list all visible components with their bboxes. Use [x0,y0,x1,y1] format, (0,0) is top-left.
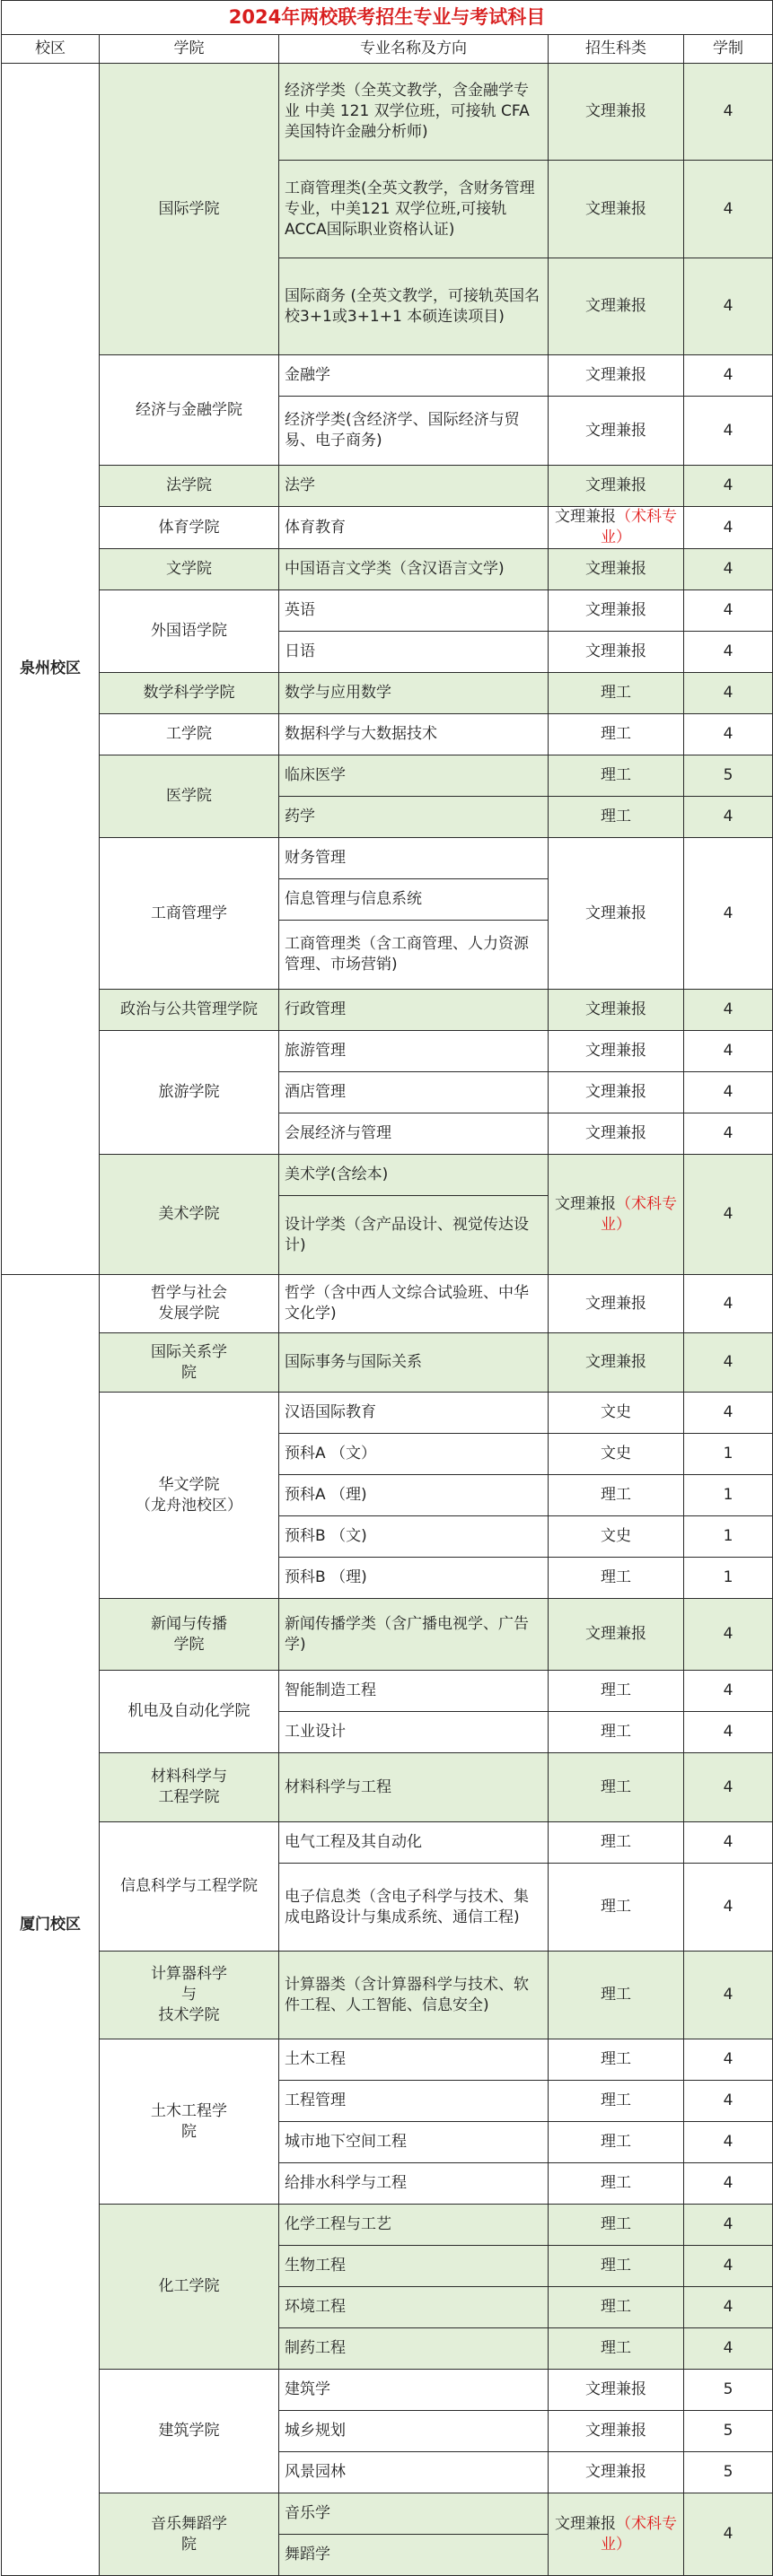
table-row [2,1822,773,1864]
subject-text: 文理兼报 [585,1353,646,1371]
major-cell: 电子信息类（含电子科学与技术、集成电路设计与集成系统、通信工程) [279,1864,549,1952]
table-title: 2024年两校联考招生专业与考试科目 [2,1,773,35]
college-cell: 外国语学院 [100,590,279,673]
major-cell: 中国语言文学类（含汉语言文学) [279,549,549,590]
major-cell: 国际商务 (全英文教学，可接轨英国名校3+1或3+1+1 本硕连读项目) [279,258,549,355]
years-cell: 4 [684,161,773,258]
header-years: 学制 [684,35,773,64]
subject-text: 文理兼报 [585,2463,646,2481]
subject-cell [549,1671,684,1712]
subject-cell [549,2370,684,2411]
subject-text: 文理兼报 [555,1194,616,1213]
major-cell: 城市地下空间工程 [279,2122,549,2163]
subject-cell [549,507,684,549]
years-cell: 4 [684,714,773,755]
college-cell: 体育学院 [100,507,279,549]
subject-cell [549,714,684,755]
college-cell: 信息科学与工程学院 [100,1822,279,1952]
subject-text: 理工 [601,1898,631,1916]
years-cell: 4 [684,2039,773,2081]
major-cell: 生物工程 [279,2246,549,2287]
years-cell: 4 [684,2081,773,2122]
subject-note: （术科专业） [601,508,677,546]
major-cell: 财务管理 [279,838,549,879]
major-cell: 智能制造工程 [279,1671,549,1712]
major-cell: 新闻传播学类（含广播电视学、广告学) [279,1599,549,1671]
header-campus: 校区 [2,35,100,64]
subject-text: 理工 [601,2339,631,2357]
major-cell: 工商管理类(全英文教学，含财务管理专业，中美121 双学位班,可接轨 ACCA国际职业资格认证) [279,161,549,258]
major-cell: 预科A （文） [279,1434,549,1475]
years-cell: 4 [684,1599,773,1671]
subject-cell [549,2163,684,2205]
years-cell: 4 [684,838,773,990]
subject-cell [549,1113,684,1155]
years-cell: 4 [684,2328,773,2370]
major-cell: 数学与应用数学 [279,673,549,714]
college-cell: 材料科学与 工程学院 [100,1753,279,1822]
years-cell: 4 [684,355,773,397]
subject-text: 理工 [601,2298,631,2316]
subject-cell [549,1864,684,1952]
years-cell: 4 [684,466,773,507]
college-cell: 法学院 [100,466,279,507]
header-college: 学院 [100,35,279,64]
years-cell: 4 [684,990,773,1031]
table-row [2,1952,773,2039]
subject-text: 文理兼报 [585,2380,646,2398]
subject-text: 理工 [601,2091,631,2109]
header-subject: 招生科类 [549,35,684,64]
subject-cell [549,64,684,161]
years-cell: 4 [684,507,773,549]
subject-text: 文理兼报 [585,2422,646,2440]
subject-text: 理工 [601,2257,631,2275]
years-cell: 4 [684,1952,773,2039]
subject-text: 文理兼报 [585,904,646,922]
subject-cell [549,2493,684,2576]
years-cell: 4 [684,1864,773,1952]
major-cell: 法学 [279,466,549,507]
major-cell: 药学 [279,797,549,838]
table-row [2,590,773,632]
subject-cell [549,2452,684,2493]
subject-text: 理工 [601,725,631,743]
subject-cell [549,1516,684,1558]
years-cell: 4 [684,1275,773,1333]
subject-cell [549,2122,684,2163]
years-cell: 4 [684,1031,773,1072]
years-cell: 4 [684,1753,773,1822]
years-cell: 4 [684,2122,773,2163]
major-cell: 经济学类(含经济学、国际经济与贸易、电子商务) [279,397,549,466]
table-row [2,1599,773,1671]
major-cell: 预科B （文) [279,1516,549,1558]
years-cell: 4 [684,1671,773,1712]
college-cell: 哲学与社会 发展学院 [100,1275,279,1333]
years-cell: 4 [684,2163,773,2205]
major-cell: 日语 [279,632,549,673]
subject-cell [549,1155,684,1275]
subject-cell [549,2287,684,2328]
major-cell: 酒店管理 [279,1072,549,1113]
subject-cell [549,1599,684,1671]
major-cell: 旅游管理 [279,1031,549,1072]
subject-text: 文理兼报 [585,421,646,440]
subject-text: 理工 [601,2050,631,2068]
subject-text: 文史 [601,1445,631,1463]
major-cell: 临床医学 [279,755,549,797]
header-major: 专业名称及方向 [279,35,549,64]
table-row [2,714,773,755]
table-row [2,1031,773,1072]
table-row [2,507,773,549]
subject-text: 文理兼报 [585,1042,646,1060]
table-row [2,64,773,161]
subject-text: 理工 [601,1833,631,1851]
major-cell: 金融学 [279,355,549,397]
major-cell: 预科A （理) [279,1475,549,1516]
years-cell: 4 [684,590,773,632]
subject-cell [549,1558,684,1599]
subject-cell [549,2081,684,2122]
subject-cell [549,1393,684,1434]
major-cell: 体育教育 [279,507,549,549]
subject-cell [549,1753,684,1822]
subject-cell [549,1275,684,1333]
table-row [2,1333,773,1393]
years-cell: 5 [684,2411,773,2452]
campus-cell: 泉州校区 [2,64,100,1275]
years-cell: 4 [684,1712,773,1753]
major-cell: 工商管理类（含工商管理、人力资源管理、市场营销) [279,921,549,990]
years-cell: 4 [684,1155,773,1275]
subject-text: 理工 [601,1777,631,1796]
table-row [2,2370,773,2411]
table-body [2,64,773,2576]
subject-cell [549,161,684,258]
subject-cell [549,990,684,1031]
table-row [2,1671,773,1712]
major-cell: 工业设计 [279,1712,549,1753]
subject-cell [549,673,684,714]
subject-text: 文理兼报 [585,642,646,660]
table-row [2,755,773,797]
college-cell: 工商管理学 [100,838,279,990]
subject-text: 文理兼报 [585,297,646,315]
college-cell: 经济与金融学院 [100,355,279,466]
major-cell: 化学工程与工艺 [279,2205,549,2246]
subject-cell [549,838,684,990]
major-cell: 英语 [279,590,549,632]
major-cell: 会展经济与管理 [279,1113,549,1155]
college-cell: 国际关系学 院 [100,1333,279,1393]
subject-cell [549,1031,684,1072]
years-cell: 4 [684,258,773,355]
subject-text: 文史 [601,1403,631,1421]
years-cell: 5 [684,2452,773,2493]
college-cell: 计算器科学 与 技术学院 [100,1952,279,2039]
subject-cell [549,397,684,466]
years-cell: 4 [684,673,773,714]
subject-text: 文史 [601,1527,631,1545]
years-cell: 4 [684,2205,773,2246]
major-cell: 国际事务与国际关系 [279,1333,549,1393]
college-cell: 建筑学院 [100,2370,279,2493]
subject-text: 理工 [601,2133,631,2151]
years-cell: 4 [684,1822,773,1864]
subject-cell [549,2328,684,2370]
major-cell: 音乐学 [279,2493,549,2535]
years-cell: 4 [684,1393,773,1434]
college-cell: 华文学院 （龙舟池校区） [100,1393,279,1599]
years-cell: 4 [684,549,773,590]
subject-text: 理工 [601,2174,631,2192]
subject-cell [549,1952,684,2039]
table-row [2,2039,773,2081]
subject-cell [549,632,684,673]
table-row [2,466,773,507]
years-cell: 4 [684,2246,773,2287]
major-cell: 建筑学 [279,2370,549,2411]
subject-text: 理工 [601,684,631,702]
major-cell: 预科B （理) [279,1558,549,1599]
table-row [2,2493,773,2535]
years-cell: 5 [684,2370,773,2411]
years-cell: 4 [684,1333,773,1393]
table-row [2,1393,773,1434]
subject-text: 理工 [601,1723,631,1741]
subject-text: 文理兼报 [555,2514,616,2533]
college-cell: 机电及自动化学院 [100,1671,279,1753]
table-row [2,990,773,1031]
subject-text: 文理兼报 [585,1625,646,1643]
years-cell: 4 [684,797,773,838]
table-row [2,355,773,397]
college-cell: 新闻与传播 学院 [100,1599,279,1671]
college-cell: 音乐舞蹈学 院 [100,2493,279,2576]
college-cell: 文学院 [100,549,279,590]
major-cell: 美术学(含绘本) [279,1155,549,1196]
subject-cell [549,590,684,632]
major-cell: 舞蹈学 [279,2535,549,2576]
major-cell: 工程管理 [279,2081,549,2122]
subject-text: 文理兼报 [585,1294,646,1313]
major-cell: 计算器类（含计算器科学与技术、软件工程、人工智能、信息安全) [279,1952,549,2039]
subject-cell [549,1475,684,1516]
subject-cell [549,2246,684,2287]
years-cell: 4 [684,632,773,673]
subject-cell [549,1434,684,1475]
subject-cell [549,258,684,355]
subject-note: （术科专业） [601,2514,677,2554]
subject-cell [549,2411,684,2452]
major-cell: 风景园林 [279,2452,549,2493]
subject-text: 文理兼报 [585,476,646,494]
table-row [2,1753,773,1822]
years-cell: 4 [684,397,773,466]
college-cell: 医学院 [100,755,279,838]
subject-cell [549,1333,684,1393]
years-cell: 4 [684,1072,773,1113]
major-cell: 给排水科学与工程 [279,2163,549,2205]
campus-cell: 厦门校区 [2,1275,100,2576]
table-row [2,1275,773,1333]
major-cell: 电气工程及其自动化 [279,1822,549,1864]
college-cell: 国际学院 [100,64,279,355]
subject-text: 文理兼报 [585,601,646,619]
college-cell: 工学院 [100,714,279,755]
years-cell: 1 [684,1434,773,1475]
subject-note: （术科专业） [601,1194,677,1234]
college-cell: 土木工程学 院 [100,2039,279,2205]
college-cell: 政治与公共管理学院 [100,990,279,1031]
subject-text: 文理兼报 [585,1124,646,1142]
major-cell: 城乡规划 [279,2411,549,2452]
subject-text: 文理兼报 [555,508,616,526]
subject-text: 理工 [601,1568,631,1586]
major-cell: 土木工程 [279,2039,549,2081]
subject-cell [549,549,684,590]
subject-cell [549,755,684,797]
table-row [2,549,773,590]
admission-table [1,0,773,2576]
years-cell: 4 [684,2287,773,2328]
subject-text: 文理兼报 [585,1000,646,1018]
college-cell: 化工学院 [100,2205,279,2370]
major-cell: 环境工程 [279,2287,549,2328]
college-cell: 数学科学学院 [100,673,279,714]
table-row [2,838,773,879]
years-cell: 1 [684,1516,773,1558]
major-cell: 汉语国际教育 [279,1393,549,1434]
subject-text: 文理兼报 [585,1083,646,1101]
major-cell: 制药工程 [279,2328,549,2370]
subject-text: 文理兼报 [585,199,646,218]
major-cell: 行政管理 [279,990,549,1031]
table-row [2,1155,773,1196]
subject-text: 文理兼报 [585,366,646,384]
years-cell: 4 [684,1113,773,1155]
table-row [2,673,773,714]
major-cell: 数据科学与大数据技术 [279,714,549,755]
major-cell: 材料科学与工程 [279,1753,549,1822]
college-cell: 美术学院 [100,1155,279,1275]
subject-cell [549,1712,684,1753]
table-row [2,2205,773,2246]
subject-text: 理工 [601,766,631,784]
subject-cell [549,1072,684,1113]
major-cell: 设计学类（含产品设计、视觉传达设计) [279,1196,549,1275]
major-cell: 信息管理与信息系统 [279,879,549,921]
subject-cell [549,2205,684,2246]
college-cell: 旅游学院 [100,1031,279,1155]
subject-text: 理工 [601,1486,631,1504]
subject-text: 理工 [601,1986,631,2004]
years-cell: 4 [684,2493,773,2576]
subject-cell [549,2039,684,2081]
subject-cell [549,1822,684,1864]
years-cell: 4 [684,64,773,161]
major-cell: 经济学类（全英文教学，含金融学专业 中美 121 双学位班，可接轨 CFA 美国特许金融分析师) [279,64,549,161]
years-cell: 1 [684,1558,773,1599]
subject-cell [549,466,684,507]
subject-cell [549,355,684,397]
years-cell: 1 [684,1475,773,1516]
subject-text: 文理兼报 [585,560,646,578]
subject-text: 理工 [601,2215,631,2233]
subject-text: 理工 [601,1681,631,1699]
years-cell: 5 [684,755,773,797]
subject-text: 理工 [601,808,631,825]
subject-text: 文理兼报 [585,102,646,120]
major-cell: 哲学（含中西人文综合试验班、中华文化学) [279,1275,549,1333]
subject-cell [549,797,684,838]
